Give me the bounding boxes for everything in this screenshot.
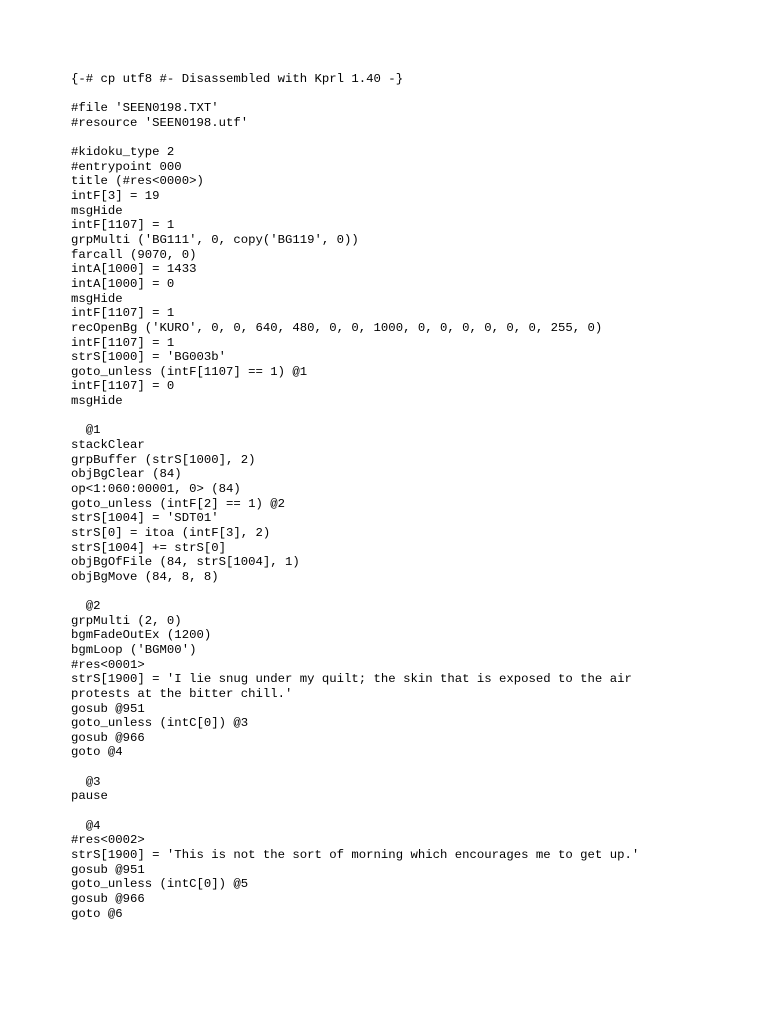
code-line: op<1:060:00001, 0> (84) <box>71 481 241 496</box>
code-line: strS[1004] += strS[0] <box>71 540 226 555</box>
code-line: goto @4 <box>71 745 123 760</box>
code-line: title (#res<0000>) <box>71 174 204 189</box>
blank-line <box>71 131 639 146</box>
code-line: msgHide <box>71 394 123 409</box>
code-line: #res<0001> <box>71 657 145 672</box>
code-line: @1 <box>71 423 101 438</box>
blank-line <box>71 804 639 819</box>
code-line: goto_unless (intC[0]) @5 <box>71 877 249 892</box>
code-line: msgHide <box>71 203 123 218</box>
code-line: #entrypoint 000 <box>71 159 182 174</box>
code-line: grpBuffer (strS[1000], 2) <box>71 452 256 467</box>
code-line: strS[0] = itoa (intF[3], 2) <box>71 525 271 540</box>
code-line: goto_unless (intF[1107] == 1) @1 <box>71 364 308 379</box>
code-line: objBgClear (84) <box>71 467 182 482</box>
code-line: intF[1107] = 1 <box>71 218 175 233</box>
code-line: grpMulti (2, 0) <box>71 613 182 628</box>
code-line: goto_unless (intF[2] == 1) @2 <box>71 496 286 511</box>
code-line: goto @6 <box>71 906 123 921</box>
code-line: grpMulti ('BG111', 0, copy('BG119', 0)) <box>71 233 359 248</box>
blank-line <box>71 409 639 424</box>
code-line: intF[3] = 19 <box>71 189 160 204</box>
code-line: #kidoku_type 2 <box>71 145 175 160</box>
code-line: msgHide <box>71 291 123 306</box>
code-line: strS[1900] = 'I lie snug under my quilt; the skin that is exposed to the air <box>71 672 632 687</box>
code-listing <box>71 72 639 921</box>
code-line: @4 <box>71 818 101 833</box>
code-line: {-# cp utf8 #- Disassembled with Kprl 1.40 -} <box>71 72 404 86</box>
code-line: intF[1107] = 1 <box>71 335 175 350</box>
code-line: recOpenBg ('KURO', 0, 0, 640, 480, 0, 0, 1000, 0, 0, 0, 0, 0, 0, 255, 0) <box>71 320 603 335</box>
blank-line <box>71 584 639 599</box>
code-line: #file 'SEEN0198.TXT' <box>71 101 219 116</box>
code-line: objBgMove (84, 8, 8) <box>71 569 219 584</box>
code-line: strS[1000] = 'BG003b' <box>71 350 226 365</box>
code-line: intA[1000] = 1433 <box>71 262 197 277</box>
code-line: #res<0002> <box>71 833 145 848</box>
code-line: #resource 'SEEN0198.utf' <box>71 115 249 130</box>
code-line: strS[1900] = 'This is not the sort of morning which encourages me to get up.' <box>71 847 640 862</box>
blank-line <box>71 87 639 102</box>
code-line: intA[1000] = 0 <box>71 276 175 291</box>
code-line: intF[1107] = 0 <box>71 379 175 394</box>
code-line: gosub @966 <box>71 730 145 745</box>
code-line: farcall (9070, 0) <box>71 247 197 262</box>
code-line: goto_unless (intC[0]) @3 <box>71 716 249 731</box>
code-line: strS[1004] = 'SDT01' <box>71 511 219 526</box>
code-line: bgmLoop ('BGM00') <box>71 642 197 657</box>
code-line: gosub @951 <box>71 862 145 877</box>
code-line: @3 <box>71 774 101 789</box>
code-line: @2 <box>71 599 101 614</box>
code-line: bgmFadeOutEx (1200) <box>71 628 212 643</box>
code-line: pause <box>71 789 108 804</box>
code-line: gosub @951 <box>71 701 145 716</box>
code-line: stackClear <box>71 438 145 453</box>
code-line: gosub @966 <box>71 891 145 906</box>
blank-line <box>71 760 639 775</box>
code-line: objBgOfFile (84, strS[1004], 1) <box>71 555 300 570</box>
code-line: intF[1107] = 1 <box>71 306 175 321</box>
code-line: protests at the bitter chill.' <box>71 686 293 701</box>
